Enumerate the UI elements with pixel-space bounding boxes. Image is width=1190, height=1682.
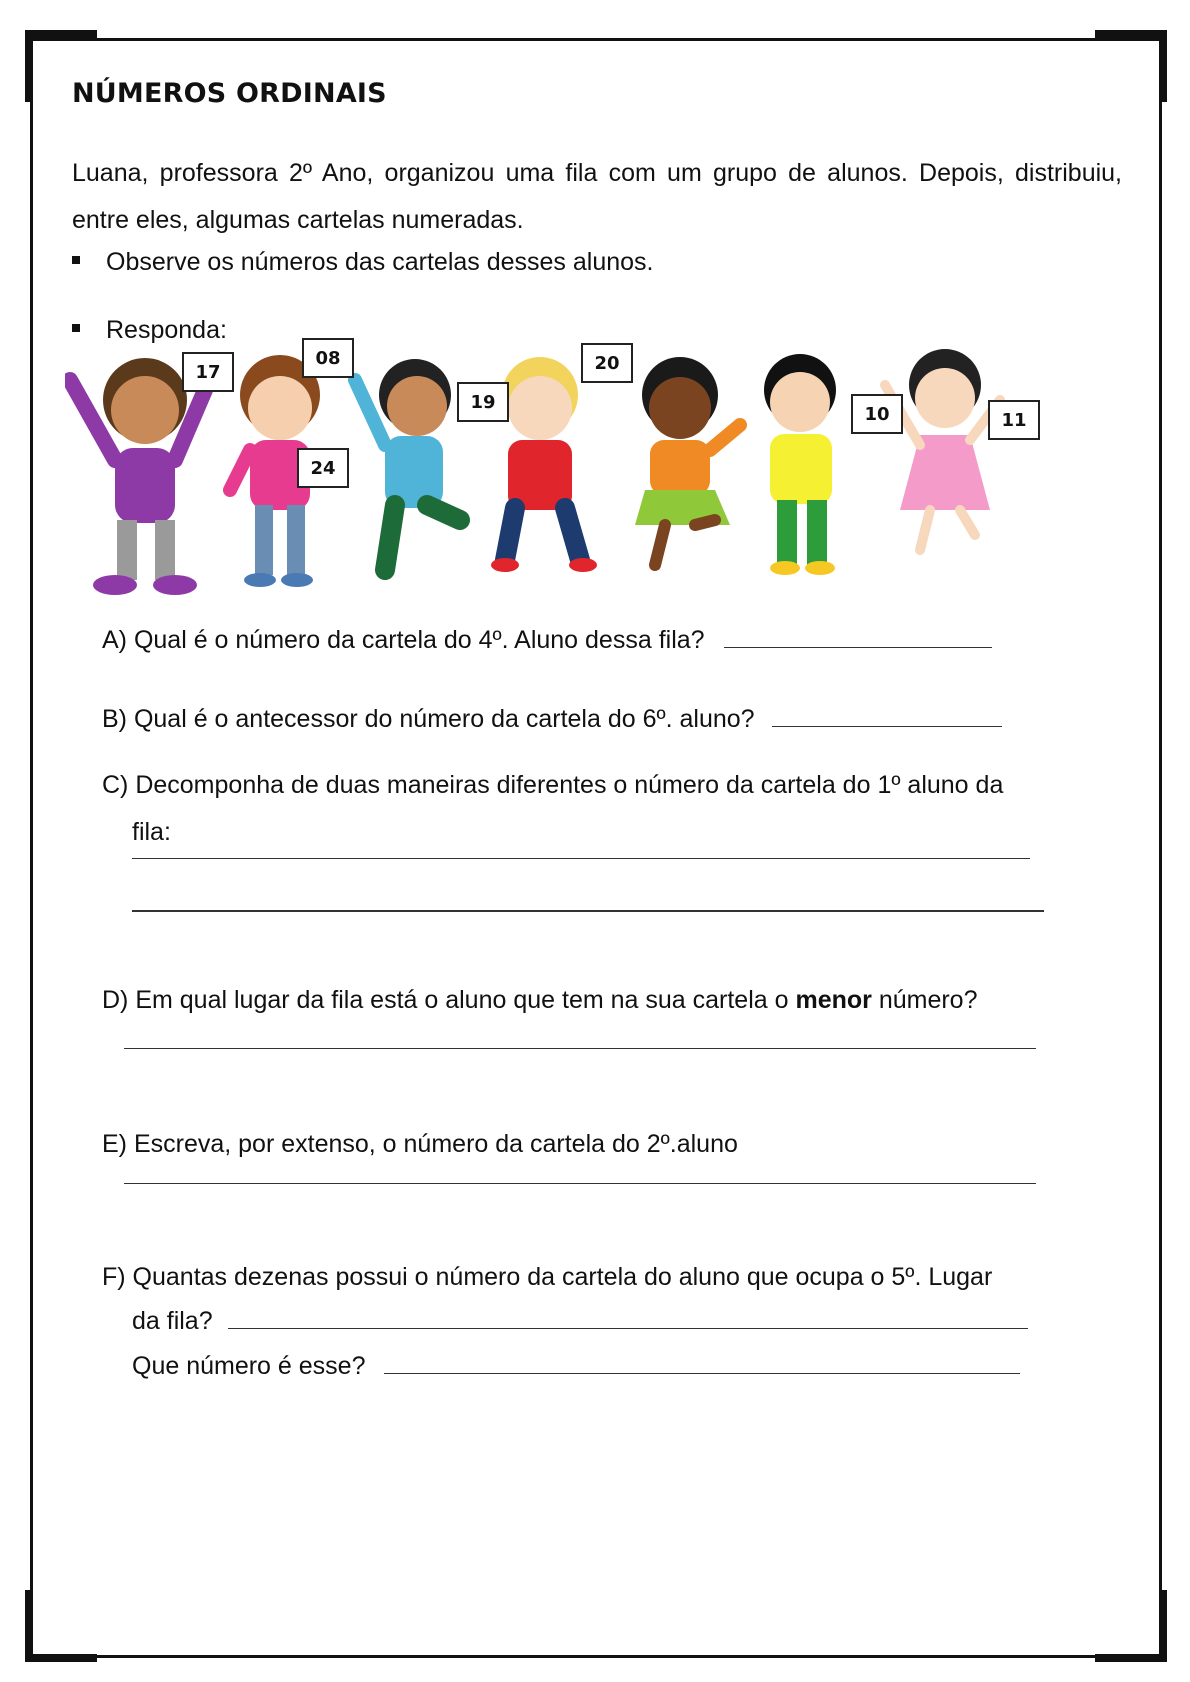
answer-line-d[interactable] <box>124 1048 1036 1049</box>
child-6 <box>764 354 836 575</box>
question-a: A) Qual é o número da cartela do 4º. Aluno dessa fila? <box>102 626 992 655</box>
child-7 <box>885 349 1000 550</box>
number-card: 19 <box>457 382 509 422</box>
number-card: 11 <box>988 400 1040 440</box>
question-c-continuation: fila: <box>132 818 171 846</box>
corner-mark <box>1095 1654 1167 1662</box>
number-card: 08 <box>302 338 354 378</box>
number-card: 20 <box>581 343 633 383</box>
child-5 <box>635 357 740 565</box>
number-card: 24 <box>297 448 349 488</box>
answer-blank-a[interactable] <box>724 647 992 648</box>
question-f-number: Que número é esse? <box>132 1352 1020 1381</box>
number-card: 10 <box>851 394 903 434</box>
answer-line-e[interactable] <box>124 1183 1036 1184</box>
question-f: F) Quantas dezenas possui o número da cartela do aluno que ocupa o 5º. Lugar <box>102 1263 993 1291</box>
question-b: B) Qual é o antecessor do número da cartela do 6º. aluno? <box>102 705 1002 734</box>
corner-mark <box>25 30 33 102</box>
bullet-responda: Responda: <box>72 316 227 345</box>
answer-line-c2[interactable] <box>132 910 1044 912</box>
answer-blank-b[interactable] <box>772 726 1002 727</box>
question-e: E) Escreva, por extenso, o número da cartela do 2º.aluno <box>102 1130 738 1158</box>
page-title: NÚMEROS ORDINAIS <box>72 78 387 109</box>
corner-mark <box>25 1590 33 1662</box>
corner-mark <box>1095 30 1167 38</box>
corner-mark <box>1159 30 1167 102</box>
intro-paragraph: Luana, professora 2º Ano, organizou uma fila com um grupo de alunos. Depois, distribuiu, entre eles, algumas cartelas numeradas. <box>72 159 1122 234</box>
answer-blank-f2[interactable] <box>384 1373 1020 1374</box>
child-1 <box>70 358 205 595</box>
question-d: D) Em qual lugar da fila está o aluno que tem na sua cartela o menor número? <box>102 986 978 1014</box>
bullet-observe: Observe os números das cartelas desses alunos. <box>72 248 654 277</box>
corner-mark <box>25 1654 97 1662</box>
corner-mark <box>1159 1590 1167 1662</box>
page-border <box>30 38 1162 1658</box>
question-f-continuation: da fila? <box>132 1307 1028 1336</box>
question-c: C) Decomponha de duas maneiras diferentes o número da cartela do 1º aluno da <box>102 771 1004 799</box>
answer-line-c1[interactable] <box>132 858 1030 859</box>
corner-mark <box>25 30 97 38</box>
answer-blank-f1[interactable] <box>228 1328 1028 1329</box>
number-card: 17 <box>182 352 234 392</box>
child-3 <box>355 359 460 570</box>
